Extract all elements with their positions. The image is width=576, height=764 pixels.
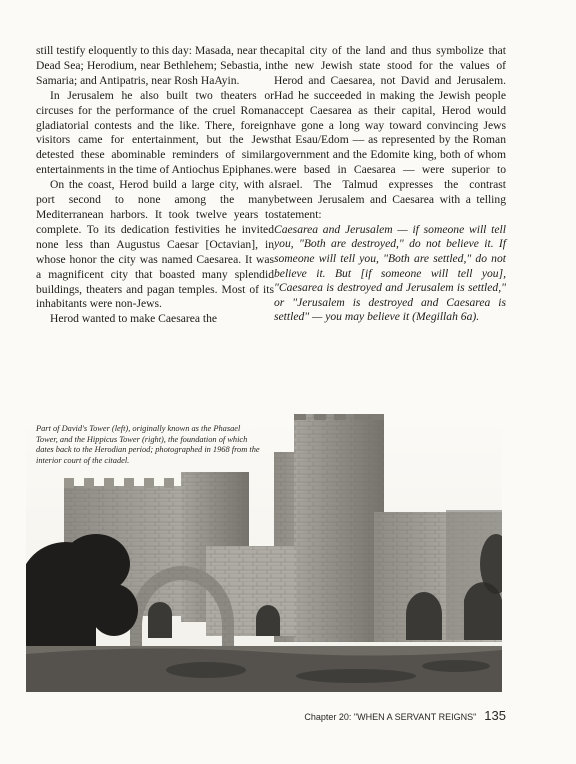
- left-text-column: [36, 44, 274, 327]
- paragraph: On the coast, Herod build a large city, with a port second to none among the many Mediterranean harbors. It took twelve years to complete. To its dedication festivities he invited none less than Augustus Caesar [Octavian], in whose honor the city was named Caesarea. It was a magnificent city that boasted many splendid buildings, theaters and pagan temples. Most of its inhabitants were non-Jews.: [36, 178, 274, 311]
- paragraph: In Jerusalem he also built two theaters or circuses for the performance of the cruel Roman gladiatorial contests and the like. There, foreign visitors came for entertainment, but the Jews detested these abominable reminders of similar entertainments in the time of Antiochus Epiphanes.: [36, 88, 274, 177]
- running-chapter-title: Chapter 20: "WHEN A SERVANT REIGNS": [304, 712, 477, 722]
- talmud-quote: Caesarea and Jerusalem — if someone will tell you, "Both are destroyed," do not believe it. If someone will tell you, "Both are settled," do not believe it. But [if someone will tell you], "Caesarea is destroyed and Jerusalem is settled," or "Jerusalem is destroyed and Caesarea is settled" — you may believe it (Megillah 6a).: [274, 222, 506, 324]
- paragraph: still testify eloquently to this day: Masada, near the Dead Sea; Herodium, near Bethlehem; Sebastia, in Samaria; and Antipatris, near Rosh HaAyin.: [36, 44, 274, 87]
- figure-caption: Part of David's Tower (left), originally known as the Phasael Tower, and the Hippicus Tower (right), the foundation of which dates back to the Herodian period; photographed in 1968 from the interior court of the citadel.: [36, 424, 260, 465]
- page-footer: [304, 708, 506, 723]
- right-text-column: [274, 44, 506, 325]
- paragraph: capital city of the land and thus symbolize that the new Jewish state stood for the values of Herod and Caesarea, not David and Jerusalem. Had he succeeded in making the Jewish people accept Caesarea as their capital, Herod would have gone a long way toward convincing Jews that Esau/Edom — as represented by the Roman government and the Edomite king, both of whom were based in Caesarea — were superior to Israel. The Talmud expresses the contrast between Jerusalem and Caesarea with a telling statement:: [274, 44, 506, 221]
- page-number: 135: [484, 708, 506, 723]
- paragraph: Herod wanted to make Caesarea the: [50, 312, 218, 326]
